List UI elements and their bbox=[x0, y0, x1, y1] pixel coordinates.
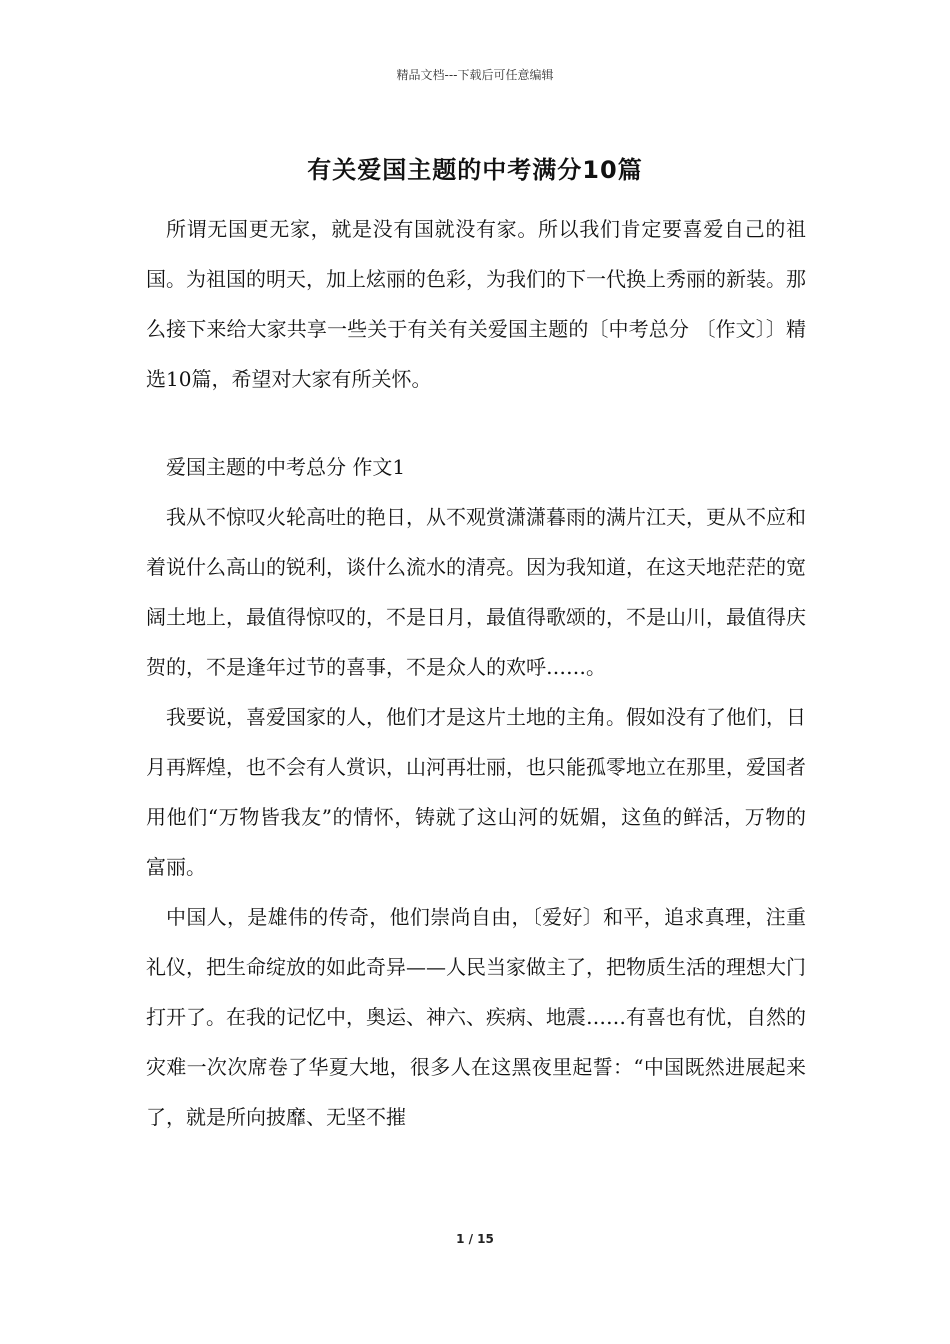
intro-paragraph: 所谓无国更无家，就是没有国就没有家。所以我们肯定要喜爱自己的祖国。为祖国的明天，加上炫丽的色彩，为我们的下一代换上秀丽的新装。那么接下来给大家共享一些关于有关有关爱国主题的〔中考总分 〔作文〕〕精选10篇，希望对大家有所关怀。 bbox=[146, 217, 806, 391]
page-header: 精品文档---下载后可任意编辑 bbox=[396, 68, 554, 82]
document-body bbox=[146, 204, 806, 1142]
page-number: 1 / 15 bbox=[456, 1232, 494, 1246]
body-paragraph-2: 我要说，喜爱国家的人，他们才是这片土地的主角。假如没有了他们，日月再辉煌，也不会有人赏识，山河再壮丽，也只能孤零地立在那里，爱国者用他们“万物皆我友”的情怀，铸就了这山河的妩媚，这鱼的鲜活，万物的富丽。 bbox=[146, 705, 806, 879]
paragraph-gap bbox=[146, 404, 806, 442]
body-paragraph-3: 中国人，是雄伟的传奇，他们崇尚自由，〔爱好〕和平，追求真理，注重礼仪，把生命绽放的如此奇异——人民当家做主了，把物质生活的理想大门打开了。在我的记忆中，奥运、神六、疾病、地震……有喜也有忧，自然的灾难一次次席卷了华夏大地，很多人在这黑夜里起誓：“中国既然进展起来了，就是所向披靡、无坚不摧 bbox=[146, 905, 806, 1129]
body-paragraph-1: 我从不惊叹火轮高吐的艳日，从不观赏潇潇暮雨的满片江天，更从不应和着说什么高山的锐利，谈什么流水的清亮。因为我知道，在这天地茫茫的宽阔土地上，最值得惊叹的，不是日月，最值得歌颂的，不是山川，最值得庆贺的，不是逢年过节的喜事，不是众人的欢呼……。 bbox=[146, 505, 806, 679]
section-title: 爱国主题的中考总分 作文1 bbox=[166, 455, 406, 479]
document-title: 有关爱国主题的中考满分10篇 bbox=[307, 156, 643, 184]
